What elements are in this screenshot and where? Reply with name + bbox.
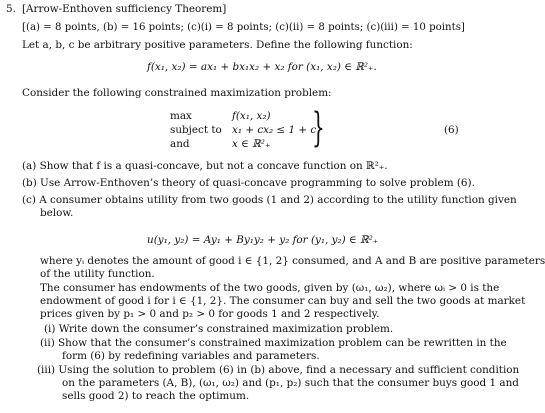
endowment-line-2: endowment of good i for i ∈ {1, 2}. The consumer can buy and sell the two goods at market (40, 295, 526, 307)
points-line: [(a) = 8 points, (b) = 16 points; (c)(i) = 8 points; (c)(ii) = 8 points; (c)(iii) = 10 points] (22, 22, 465, 33)
part-c-line-1: (c) A consumer obtains utility from two goods (1 and 2) according to the utility function given (22, 194, 517, 206)
max-label: max (170, 110, 192, 122)
endowment-line-1: The consumer has endowments of the two goods, given by (ω₁, ω₂), where ωᵢ > 0 is the (40, 282, 500, 294)
intro-line: Let a, b, c be arbitrary positive parameters. Define the following function: (22, 39, 413, 51)
where-line-1: where yᵢ denotes the amount of good i ∈ {1, 2} consumed, and A and B are positive parameters (40, 255, 545, 267)
part-b: (b) Use Arrow-Enthoven’s theory of quasi-concave programming to solve problem (6). (22, 177, 475, 189)
subpart-ii-line-1: (ii) Show that the consumer’s constrained maximization problem can be rewritten in the (40, 337, 507, 349)
subpart-i: (i) Write down the consumer’s constrained maximization problem. (44, 323, 394, 335)
right-brace-icon: } (312, 105, 325, 151)
subpart-iii-line-2: on the parameters (A, B), (ω₁, ω₂) and (p₁, p₂) such that the consumer buys good 1 and (62, 377, 519, 389)
domain-expression: x ∈ ℝ²₊ (232, 138, 271, 150)
problem-number: 5. (6, 3, 16, 15)
constraint-expression: x₁ + cx₂ ≤ 1 + c (232, 124, 317, 136)
subpart-ii-line-2: form (6) by redefining variables and parameters. (62, 350, 320, 362)
subject-to-label: subject to (170, 124, 222, 136)
and-label: and (170, 138, 190, 150)
subpart-iii-line-1: (iii) Using the solution to problem (6) in (b) above, find a necessary and sufficient condition (37, 364, 520, 376)
where-line-2: of the utility function. (40, 268, 155, 280)
equation-number: (6) (444, 124, 459, 136)
function-definition: f(x₁, x₂) = ax₁ + bx₁x₂ + x₂ for (x₁, x₂) ∈ ℝ²₊. (147, 61, 377, 73)
endowment-line-3: prices given by p₁ > 0 and p₂ > 0 for goods 1 and 2 respectively. (40, 308, 380, 320)
part-c-line-2: below. (40, 207, 74, 219)
problem-title: [Arrow-Enthoven sufficiency Theorem] (22, 3, 227, 15)
subpart-iii-line-3: sells good 2) to reach the optimum. (62, 390, 250, 402)
part-a: (a) Show that f is a quasi-concave, but not a concave function on ℝ²₊. (22, 160, 388, 172)
consider-line: Consider the following constrained maximization problem: (22, 87, 332, 99)
utility-function: u(y₁, y₂) = Ay₁ + By₁y₂ + y₂ for (y₁, y₂) ∈ ℝ²₊ (147, 234, 379, 246)
max-expression: f(x₁, x₂) (232, 110, 271, 122)
